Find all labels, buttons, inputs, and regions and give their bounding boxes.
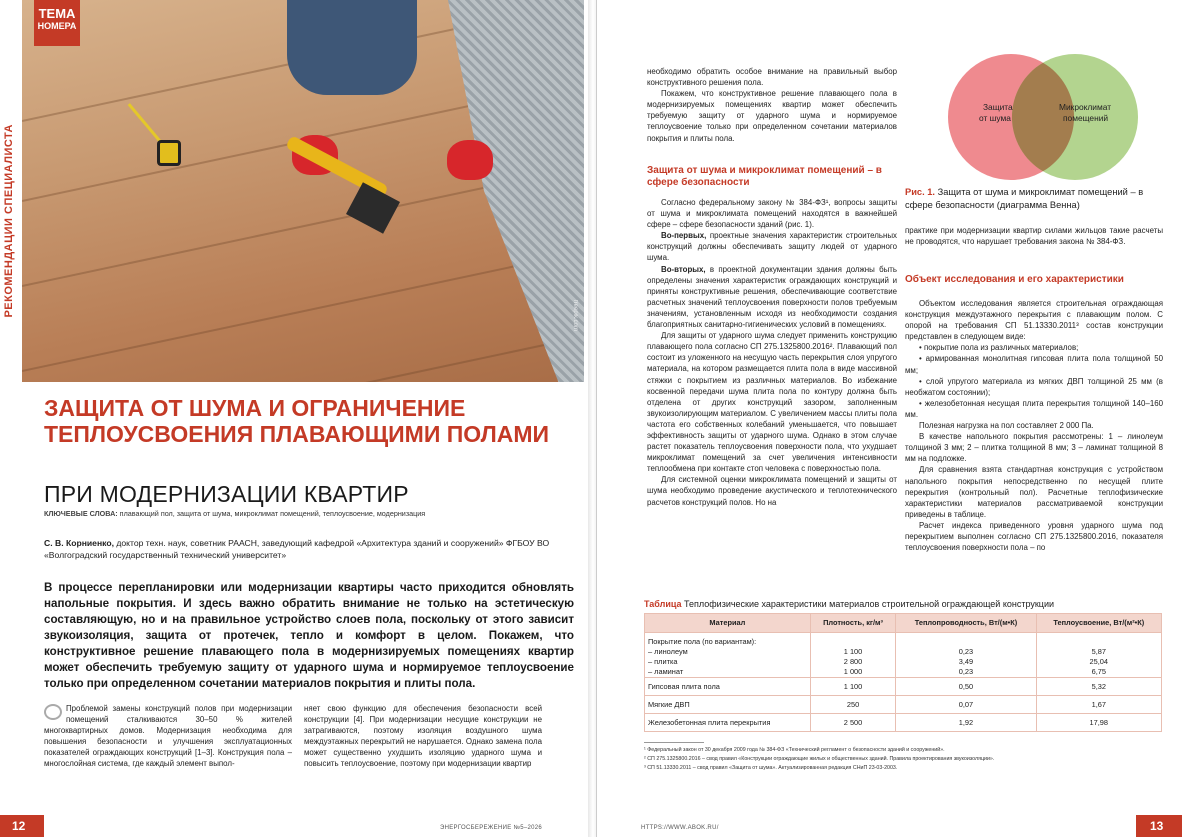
venn-label-noise-2: от шума [979,113,1011,123]
venn-label-noise-1: Защита [983,102,1013,112]
table-cell-material: – плитка [645,657,811,667]
photo-credit: freepik.com [572,300,578,332]
body-column-2: няет свою функцию для обеспечения безопасности всей конструкции [4]. При модернизации несущие конструкции не затрагиваются, поэтому изоляция воздушного шума междуэтажных перекрытий не нарушается. Однако замена пола может существенно ухудшить изоляцию ударного шума и повысить теплоусвоение, поэтому при модернизации квартир [304,704,542,769]
materials-table [644,613,1162,732]
right-column-2: практике при модернизации квартир силами жильцов такие расчеты не проводятся, что нарушает требования закона № 384-ФЗ. [905,226,1163,247]
table-cell-conductivity: 0,07 [896,696,1036,714]
tape-measure-icon [157,140,181,166]
table-cell-absorption: 25,04 [1036,657,1161,667]
table-row [645,678,1162,696]
table-cell-conductivity: 0,50 [896,678,1036,696]
table-cell-absorption: 5,32 [1036,678,1161,696]
right-page [596,0,1182,837]
footer-left: ЭНЕРГОСБЕРЕЖЕНИЕ №5–2026 [440,825,543,831]
table-cell-absorption: 5,87 [1036,647,1161,657]
body-column-1: Проблемой замены конструкций полов при модернизации помещений сталкиваются 30–50 % жителей многоквартирных домов. Модернизация необходима для повышения безопасности и улучшения эксплуатационных показателей ограждающих конструкций [1–3]. Конструкция пола – многослойная система, где каждый элемент выпол- [44,704,292,769]
article-subtitle: ПРИ МОДЕРНИЗАЦИИ КВАРТИР [44,481,409,507]
table-header-1: Плотность, кг/м³ [810,614,896,633]
right-column-2b: Объектом исследования является строительная ограждающая конструкция междуэтажного перекрытия с плавающим полом. С опорой на требования СП 51.13330.2011³ состав конструкции представлен в следующем виде: • покрытие пола из различных материалов; • армированная монолитная гипсовая плита пола толщиной 50 мм; • слой упругого материала из мягких ДВП толщиной 25 мм (в необжатом состоянии); • железобетонная несущая плита перекрытия толщиной 140–160 мм. Полезная нагрузка на пол составляет 2 000 Па. В качестве напольного покрытия рассмотрены: 1 – линолеум толщиной 3 мм; 2 – плитка толщиной 8 мм; 3 – ламинат толщиной 8 мм на подложке. Для сравнения взята стандартная конструкция с устройством напольного покрытия непосредственно по несущей плите перекрытия (контрольный пол). Расчетные теплофизические характеристики материалов рассматриваемой конструкции приведены в таблице. Расчет индекса приведенного уровня ударного шума под перекрытием выполнен согласно СП 275.1325800.2016, показателя теплоусвоения поверхности пола – по [905,299,1163,553]
footnotes: ¹ Федеральный закон от 30 декабря 2009 года № 384-ФЗ «Технический регламент о безопасности зданий и сооружений». ² СП 275.1325800.2016 – свод правил «Конструкции ограждающие жилых и общественных зданий. Правила проектирования звукоизоляции». ³ СП 51.13330.2011 – свод правил «Защита от шума». Актуализированная редакция СНиП 23-03-2003. [644,747,995,771]
glove-right-icon [447,140,493,180]
table-cell-material: – ламинат [645,667,811,678]
table-cell-material: Железобетонная плита перекрытия [645,714,811,732]
table-row [645,647,1162,657]
table-cell-conductivity: 3,49 [896,657,1036,667]
table-cell-conductivity: 1,92 [896,714,1036,732]
table-cell-density: 1 100 [810,647,896,657]
author-info: С. В. Корниенко, доктор техн. наук, советник РААСН, заведующий кафедрой «Архитектура зданий и сооружений» ФГБОУ ВО «Волгоградский государственный технический университет» [44,538,550,560]
table-header-0: Материал [645,614,811,633]
subhead-object: Объект исследования и его характеристики [905,274,1124,285]
page-number-left: 12 [0,815,44,837]
table-title: Таблица Теплофизические характеристики материалов строительной ограждающей конструкции [644,599,1055,609]
article-title: ЗАЩИТА ОТ ШУМА И ОГРАНИЧЕНИЕ ТЕПЛОУСВОЕНИЯ ПЛАВАЮЩИМИ ПОЛАМИ [44,395,550,447]
table-cell-density: 250 [810,696,896,714]
table-header-2: Теплопроводность, Вт/(м•К) [896,614,1036,633]
table-group-label: Покрытие пола (по вариантам): [645,633,811,648]
section-tag: ТЕМА НОМЕРА [34,0,80,46]
table-cell-conductivity: 0,23 [896,647,1036,657]
venn-label-micro-2: помещений [1063,113,1109,123]
table-cell-material: Мягкие ДВП [645,696,811,714]
table-cell-density: 2 800 [810,657,896,667]
table-cell-material: Гипсовая плита пола [645,678,811,696]
table-cell-absorption: 6,75 [1036,667,1161,678]
right-column-1: необходимо обратить особое внимание на правильный выбор конструктивного решения пола. Покажем, что конструктивное решение плавающего пола в модернизируемых помещениях квартир может обеспечить требуемую защиту от ударного шума и нормируемое теплоусвоение только при определенном сочетании материалов покрытия и плиты пола. [647,67,897,143]
table-cell-density: 1 100 [810,678,896,696]
venn-label-micro-1: Микроклимат [1059,102,1112,112]
footer-right: HTTPS://WWW.ABOK.RU/ [641,825,719,831]
table-cell-absorption: 1,67 [1036,696,1161,714]
table-row [645,657,1162,667]
right-column-1b: Согласно федеральному закону № 384-ФЗ¹, вопросы защиты от шума и микроклимата помещений находятся в важнейшей сфере – сфере безопасности зданий (рис. 1). Во-первых, проектные значения характеристик строительных конструкций должны обеспечивать защиту людей от ударного шума. Во-вторых, в проектной документации здания должны быть определены значения характеристик ограждающих конструкций и приняты конструктивные решения, обеспечивающие соответствие расчетных значений теплоусвоения поверхности полов требуемым значениям, установленным исходя из необходимости создания благоприятных санитарно-гигиенических условий в помещениях. Для защиты от ударного шума следует применить конструкцию плавающего пола согласно СП 275.1325800.2016². Плавающий пол состоит из уложенного на несущую часть перекрытия слоя упругого материала, на котором размещается плита пола в виде массивной стяжки с покрытием из различных материалов. Во избежание косвенной передачи шума плита пола по контуру должна быть отделена от других конструкций зазором, заполненным звукоизолирующим материалом. С увеличением массы плиты пола частота его собственных колебаний уменьшается, что повышает эффективность защиты от ударного шума. Однако в этом случае растет показатель теплоусвоения поверхности пола, что ухудшает микроклимат помещений за счет увеличения интенсивности теплообмена при контакте стоп человека с поверхностью пола. Для системной оценки микроклимата помещений и защиты от шума необходимо проведение акустического и теплотехнического расчетов конструкций полов. Но на [647,198,897,507]
subhead-safety: Защита от шума и микроклимат помещений – в сфере безопасности [647,165,882,188]
table-row [645,696,1162,714]
article-lead: В процессе перепланировки или модернизации квартиры часто приходится обновлять напольные покрытия. И здесь важно обратить внимание не только на эстетическую составляющую, но и на правильное устройство слоев пола, поскольку от этого зависит звукоизоляция, защита от протечек, тепло и комфорт в целом. Покажем, что конструктивное решение плавающего пола в модернизируемых помещениях квартир может обеспечить требуемую защиту от ударного шума и нормируемое теплоусвоение только при определенном сочетании материалов покрытия и плиты пола. [44,581,574,690]
figure-caption: Рис. 1. Защита от шума и микроклимат помещений – в сфере безопасности (диаграмма Венна) [905,187,1144,210]
table-cell-material: – линолеум [645,647,811,657]
worker-figure [287,0,417,95]
table-header-3: Теплоусвоение, Вт/(м²•К) [1036,614,1161,633]
table-cell-conductivity: 0,23 [896,667,1036,678]
table-cell-density: 1 000 [810,667,896,678]
hero-photo [22,0,584,382]
table-cell-density: 2 500 [810,714,896,732]
keywords: КЛЮЧЕВЫЕ СЛОВА: плавающий пол, защита от шума, микроклимат помещений, теплоусвоение, модернизация [44,509,426,518]
dropcap-icon [44,704,62,720]
table-row [645,667,1162,678]
side-label: РЕКОМЕНДАЦИИ СПЕЦИАЛИСТА [0,120,22,360]
table-row [645,714,1162,732]
venn-diagram [935,52,1150,182]
left-page [0,0,590,837]
page-number-right: 13 [1136,815,1182,837]
table-cell-absorption: 17,98 [1036,714,1161,732]
